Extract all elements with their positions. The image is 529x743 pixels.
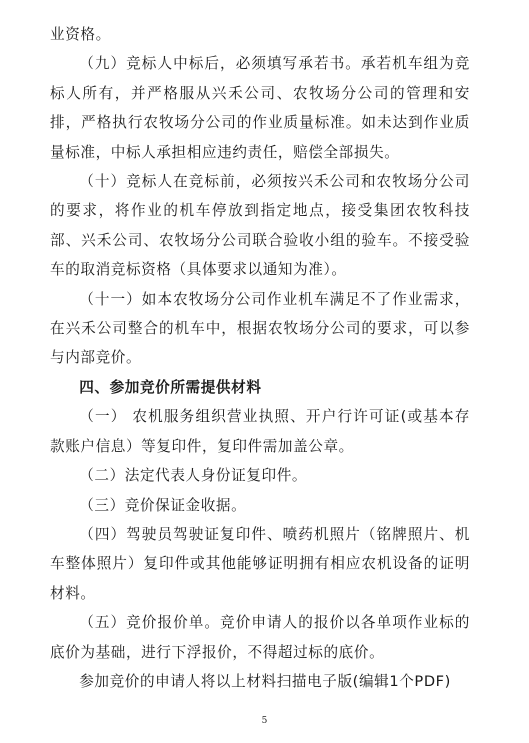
material-item-4: （四）驾驶员驾驶证复印件、喷药机照片（铭牌照片、机车整体照片）复印件或其他能够证明拥有相应农机设备的证明材料。 <box>50 525 470 602</box>
clause-9: （九）竞标人中标后，必须填写承若书。承若机车组为竞标人所有，并严格服从兴禾公司、农牧场分公司的管理和安排，严格执行农牧场分公司的作业质量标准。如未达到作业质量标准，中标人承担相应违约责任，赔偿全部损失。 <box>50 55 470 161</box>
section-heading-materials: 四、参加竞价所需提供材料 <box>79 378 262 396</box>
submission-note: 参加竞价的申请人将以上材料扫描电子版(编辑1个PDF) <box>79 672 451 690</box>
material-item-1: （一） 农机服务组织营业执照、开户行许可证(或基本存款账户信息）等复印件，复印件需加盖公章。 <box>50 408 470 455</box>
material-item-2: （二）法定代表人身份证复印件。 <box>79 467 308 485</box>
clause-10: （十）竞标人在竞标前，必须按兴禾公司和农牧场分公司的要求，将作业的机车停放到指定地点，接受集团农牧科技部、兴禾公司、农牧场分公司联合验收小组的验车。不接受验车的取消竞标资格（具体要求以通知为准）。 <box>50 173 470 279</box>
clause-11: （十一）如本农牧场分公司作业机车满足不了作业需求，在兴禾公司整合的机车中，根据农牧场分公司的要求，可以参与内部竞价。 <box>50 290 470 367</box>
material-item-3: （三）竞价保证金收据。 <box>79 496 247 514</box>
continuation-text: 业资格。 <box>50 26 111 43</box>
document-body <box>50 20 470 696</box>
page-number: 5 <box>261 716 268 726</box>
material-item-5: （五）竞价报价单。竞价申请人的报价以各单项作业标的底价为基础，进行下浮报价，不得超过标的底价。 <box>50 614 470 661</box>
